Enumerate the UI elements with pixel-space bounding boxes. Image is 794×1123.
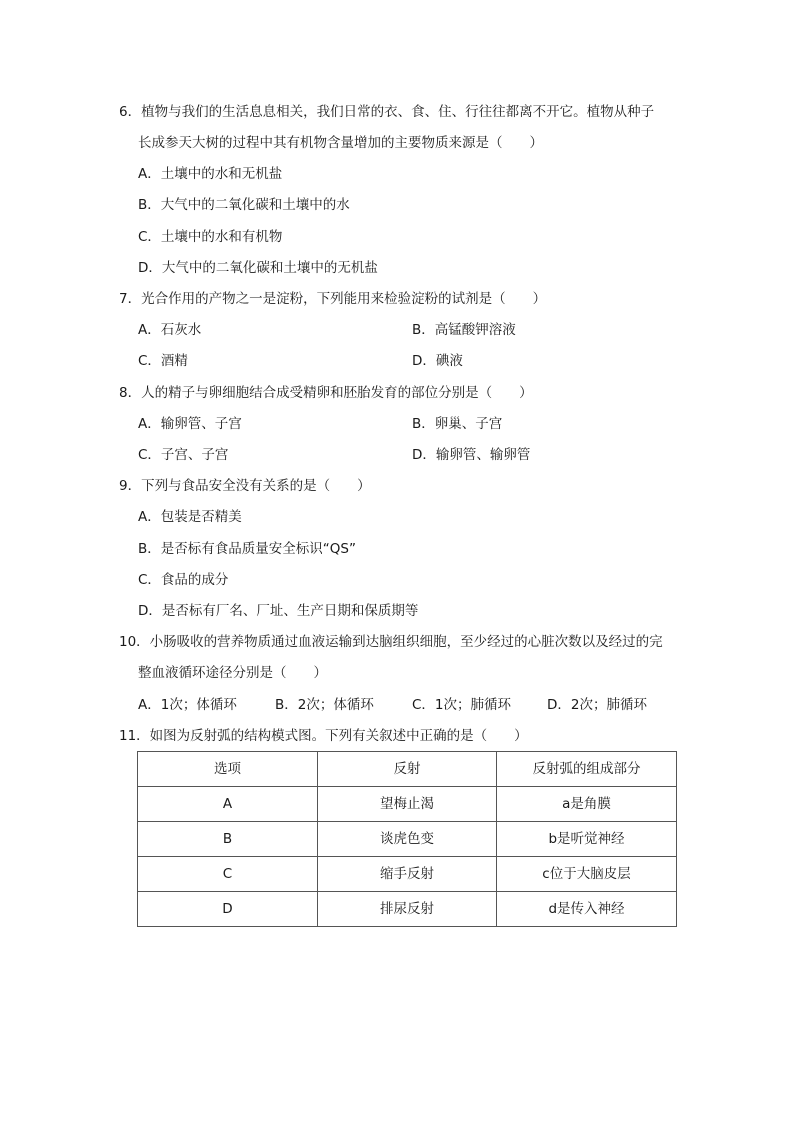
q6-option-d: D．大气中的二氧化碳和土壤中的无机盐	[138, 260, 378, 276]
table-cell: d是传入神经	[497, 892, 677, 927]
q8-stem: 8．人的精子与卵细胞结合成受精卵和胚胎发育的部位分别是（ ）	[119, 385, 533, 401]
q6-stem-line2: 长成参天大树的过程中其有机物含量增加的主要物质来源是（ ）	[138, 135, 543, 151]
q6-option-c: C．土壤中的水和有机物	[138, 229, 283, 245]
q7-stem: 7．光合作用的产物之一是淀粉，下列能用来检验淀粉的试剂是（ ）	[119, 291, 547, 307]
q6-option-b: B．大气中的二氧化碳和土壤中的水	[138, 197, 350, 213]
table-cell: 缩手反射	[318, 857, 497, 892]
q8-option-a: A．输卵管、子宫	[138, 416, 242, 432]
table-cell: 排尿反射	[318, 892, 497, 927]
header-option: 选项	[138, 752, 318, 787]
q8-option-b: B．卵巢、子宫	[412, 416, 503, 432]
q11-table	[137, 751, 677, 927]
table-cell: 谈虎色变	[318, 822, 497, 857]
table-cell: D	[138, 892, 318, 927]
q8-option-c: C．子宫、子宫	[138, 447, 229, 463]
table-row	[138, 822, 677, 857]
table-row	[138, 857, 677, 892]
q10-stem-line2: 整血液循环途径分别是（ ）	[138, 665, 327, 681]
q9-option-d: D．是否标有厂名、厂址、生产日期和保质期等	[138, 603, 419, 619]
q9-option-a: A．包装是否精美	[138, 509, 242, 525]
q10-option-c: C．1次；肺循环	[412, 697, 512, 713]
q7-option-d: D．碘液	[412, 353, 463, 369]
table-row	[138, 787, 677, 822]
header-reflex-arc-part: 反射弧的组成部分	[497, 752, 677, 787]
table-cell: 望梅止渴	[318, 787, 497, 822]
table-row	[138, 892, 677, 927]
table-header-row	[138, 752, 677, 787]
q11-stem: 11．如图为反射弧的结构模式图。下列有关叙述中正确的是（ ）	[119, 728, 528, 744]
q7-option-b: B．高锰酸钾溶液	[412, 322, 516, 338]
q7-option-c: C．酒精	[138, 353, 188, 369]
q6-option-a: A．土壤中的水和无机盐	[138, 166, 283, 182]
table-cell: A	[138, 787, 318, 822]
q10-option-a: A．1次；体循环	[138, 697, 237, 713]
q10-stem-line1: 10．小肠吸收的营养物质通过血液运输到达脑组织细胞，至少经过的心脏次数以及经过的完	[119, 634, 663, 650]
q10-option-d: D．2次；肺循环	[547, 697, 647, 713]
q6-stem-line1: 6．植物与我们的生活息息相关，我们日常的衣、食、住、行往往都离不开它。植物从种子	[119, 104, 655, 120]
table-cell: a是角膜	[497, 787, 677, 822]
table-cell: C	[138, 857, 318, 892]
q9-option-c: C．食品的成分	[138, 572, 229, 588]
header-reflex: 反射	[318, 752, 497, 787]
table-cell: b是听觉神经	[497, 822, 677, 857]
table-cell: B	[138, 822, 318, 857]
q8-option-d: D．输卵管、输卵管	[412, 447, 531, 463]
q9-stem: 9．下列与食品安全没有关系的是（ ）	[119, 478, 371, 494]
q10-option-b: B．2次；体循环	[275, 697, 374, 713]
table-cell: c位于大脑皮层	[497, 857, 677, 892]
q7-option-a: A．石灰水	[138, 322, 202, 338]
q9-option-b: B．是否标有食品质量安全标识“QS”	[138, 541, 356, 557]
